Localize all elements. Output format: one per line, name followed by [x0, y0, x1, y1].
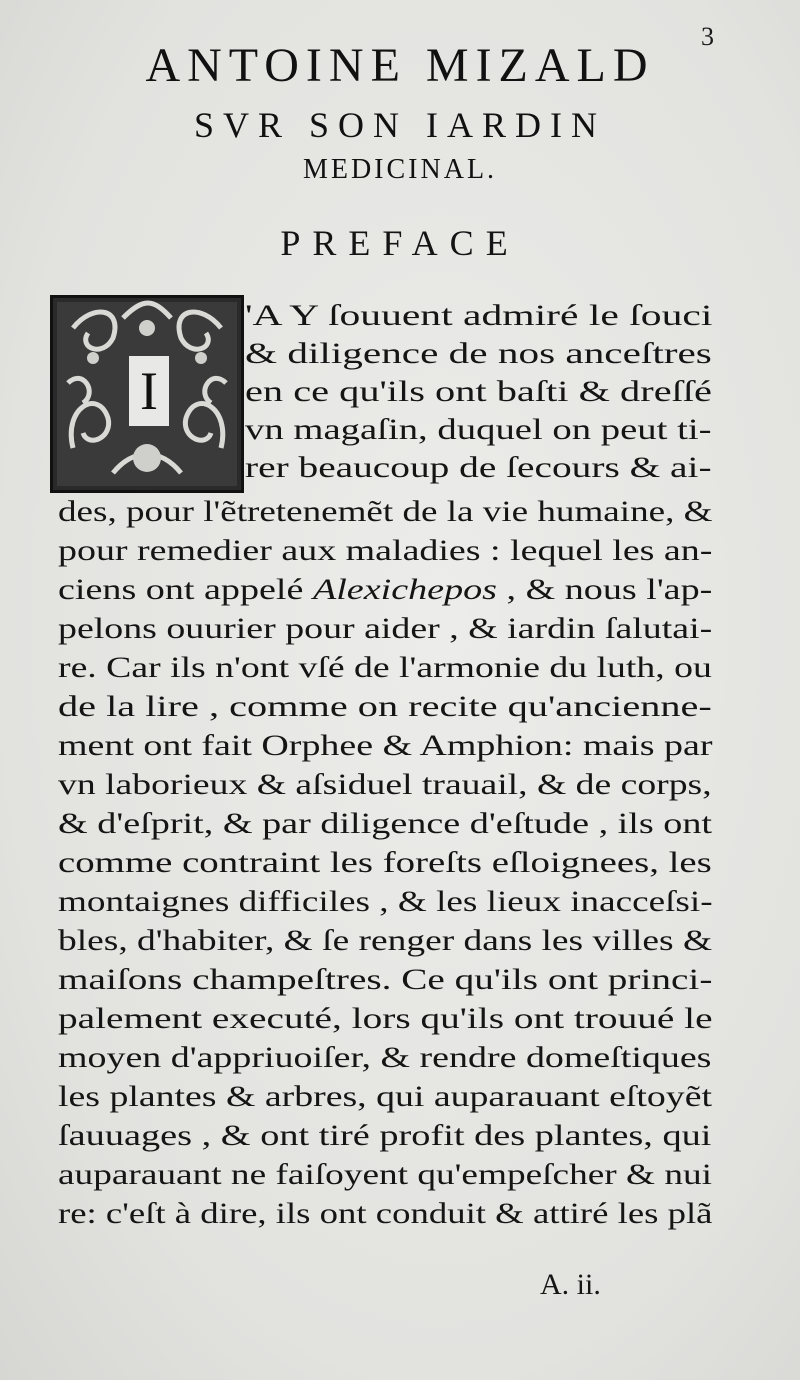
text-line: en ce qu'ils ont baſti & dreſſé: [245, 375, 712, 408]
signature-mark: A. ii.: [540, 1268, 601, 1301]
preface-heading: PREFACE: [280, 223, 520, 263]
text-line: montaignes difficiles , & les lieux inacceſsi-: [58, 885, 713, 918]
text-line: des, pour l'ẽtretenemẽt de la vie humaine, &: [58, 495, 713, 528]
text-line: ment ont fait Orphee & Amphion: mais par: [58, 729, 713, 762]
title-author: ANTOINE MIZALD: [145, 39, 655, 92]
text-line: & d'eſprit, & par diligence d'eſtude , ils ont: [58, 807, 713, 840]
text-line: comme contraint les foreſts eſloignees, les: [58, 846, 712, 879]
text-line: 'A Y ſouuent admiré le ſouci: [245, 299, 713, 332]
text-line: maiſons champeſtres. Ce qu'ils ont princi-: [58, 963, 713, 996]
text-line: vn laborieux & aſsiduel trauail, & de corps,: [58, 768, 712, 801]
text-line: auparauant ne faiſoyent qu'empeſcher & nui: [58, 1158, 713, 1191]
text-line: pelons ouurier pour aider , & iardin ſalutai-: [58, 612, 713, 645]
text-line: pour remedier aux maladies : lequel les an-: [58, 534, 713, 567]
text-line: vn magaſin, duquel on peut ti-: [245, 413, 712, 446]
text-line: moyen d'appriuoiſer, & rendre domeſtiques: [58, 1041, 712, 1074]
ornamental-initial: [50, 295, 244, 493]
text-line: ciens ont appelé Alexichepos , & nous l'ap-: [58, 573, 713, 606]
text-line: & diligence de nos anceſtres: [245, 337, 712, 370]
title-subject-cont: MEDICINAL.: [302, 154, 498, 185]
text-line: les plantes & arbres, qui auparauant eſtoyẽt: [58, 1080, 712, 1113]
text-line: de la lire , comme on recite qu'ancienne-: [58, 690, 712, 723]
page-number: 3: [701, 22, 714, 51]
text-line: bles, d'habiter, & ſe renger dans les villes &: [58, 924, 713, 957]
text-line: ſauuages , & ont tiré profit des plantes, qui: [58, 1119, 712, 1152]
text-line: re. Car ils n'ont vſé de l'armonie du luth, ou: [58, 651, 712, 684]
title-subject: SVR SON IARDIN: [193, 105, 607, 145]
text-line: rer beaucoup de ſecours & ai-: [245, 451, 712, 484]
initial-letter: I: [129, 356, 169, 426]
text-line: re: c'eſt à dire, ils ont conduit & attiré les plã: [58, 1197, 713, 1230]
text-line: palement executé, lors qu'ils ont trouué le: [58, 1002, 713, 1035]
italic-term: Alexichepos: [312, 573, 498, 606]
